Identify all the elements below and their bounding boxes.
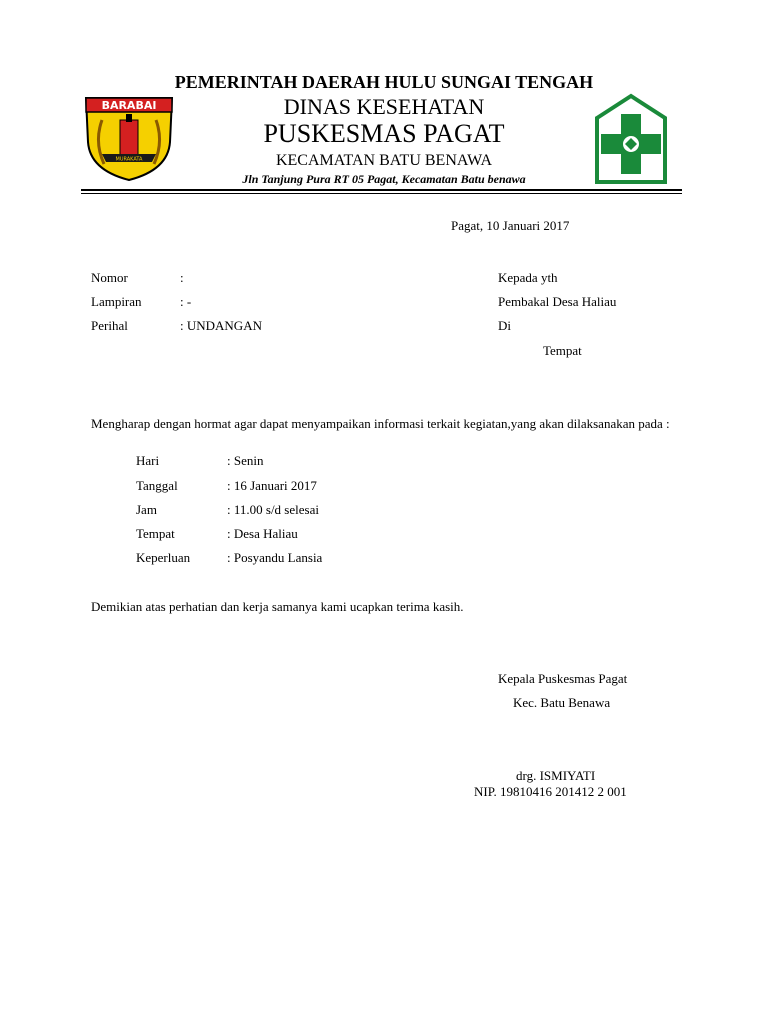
signature-nip: NIP. 19810416 201412 2 001 (474, 784, 627, 799)
recipient-name: Pembakal Desa Haliau (498, 294, 617, 309)
detail-label-tanggal: Tanggal (136, 478, 178, 493)
place-date: Pagat, 10 Januari 2017 (451, 218, 570, 233)
recipient-greeting: Kepada yth (498, 270, 558, 285)
letterhead-institution: PUSKESMAS PAGAT (263, 119, 505, 148)
detail-value-tanggal: : 16 Januari 2017 (227, 478, 317, 493)
detail-label-tempat: Tempat (136, 526, 175, 541)
closing-paragraph: Demikian atas perhatian dan kerja samanya kami ucapkan terima kasih. (91, 599, 464, 614)
detail-label-jam: Jam (136, 502, 157, 517)
detail-value-keperluan: : Posyandu Lansia (227, 550, 323, 565)
lampiran-label: Lampiran (91, 294, 142, 309)
signature-title: Kepala Puskesmas Pagat (498, 671, 628, 686)
letterhead-rule-thick (81, 189, 682, 191)
detail-label-hari: Hari (136, 453, 160, 468)
letterhead-address: Jln Tanjung Pura RT 05 Pagat, Kecamatan Batu benawa (242, 172, 526, 186)
letterhead-district: KECAMATAN BATU BENAWA (275, 152, 493, 169)
detail-value-jam: : 11.00 s/d selesai (227, 502, 319, 517)
svg-text:BARABAI: BARABAI (101, 99, 157, 112)
recipient-di: Di (498, 318, 511, 333)
detail-value-tempat: : Desa Haliau (227, 526, 298, 541)
svg-text:MURAKATA: MURAKATA (115, 156, 143, 163)
perihal-label: Perihal (91, 318, 128, 333)
intro-paragraph: Mengharap dengan hormat agar dapat menyampaikan informasi terkait kegiatan,yang akan dilaksanakan pada : (91, 416, 670, 431)
detail-value-hari: : Senin (227, 453, 264, 468)
letterhead-agency: DINAS KESEHATAN (283, 94, 485, 119)
nomor-value: : (180, 270, 184, 285)
letterhead-government: PEMERINTAH DAERAH HULU SUNGAI TENGAH (174, 72, 594, 92)
nomor-label: Nomor (91, 270, 128, 285)
perihal-value: : UNDANGAN (180, 318, 262, 333)
signature-subtitle: Kec. Batu Benawa (513, 695, 611, 710)
signature-name: drg. ISMIYATI (516, 768, 596, 783)
lampiran-value: : - (180, 294, 192, 309)
letterhead-rule-thin (81, 193, 682, 194)
recipient-tempat: Tempat (543, 343, 582, 358)
detail-label-keperluan: Keperluan (136, 550, 191, 565)
